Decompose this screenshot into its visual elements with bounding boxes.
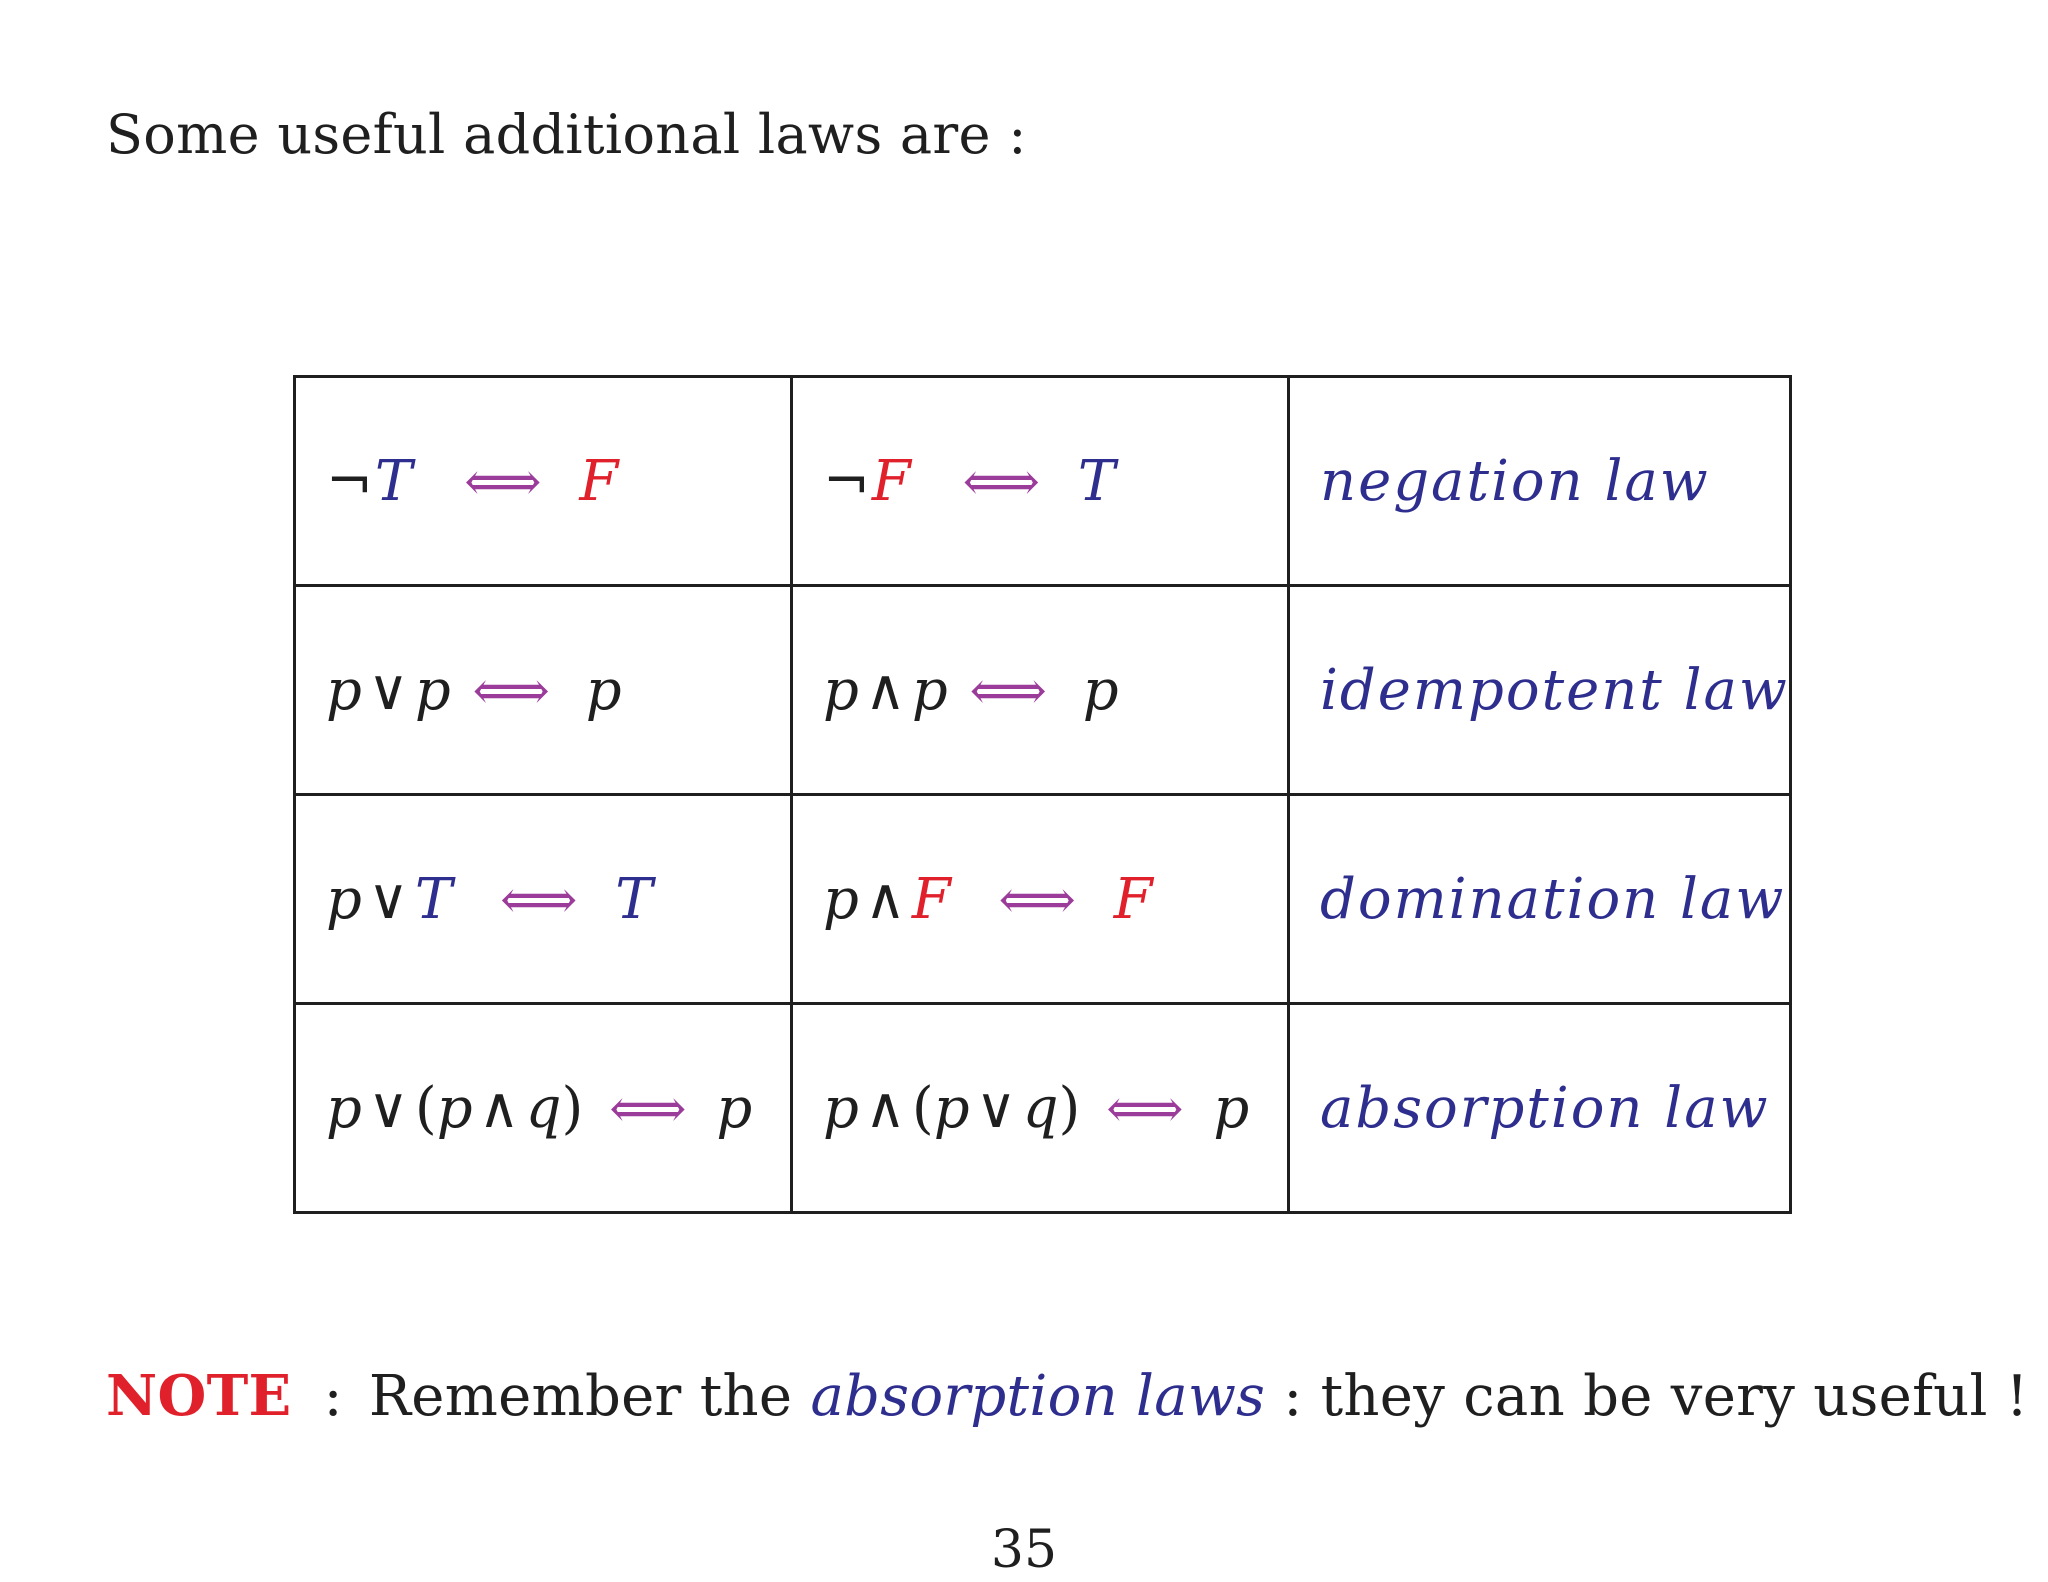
- note-emphasis: absorption laws: [810, 1364, 1266, 1429]
- iff-arrow: ⟺: [998, 867, 1076, 931]
- absorption-right-cell: [792, 1004, 1289, 1213]
- or-symbol: ∨: [367, 1075, 409, 1141]
- true-constant: T: [1077, 448, 1116, 514]
- domination-right-expr: [823, 867, 1153, 932]
- absorption-right-expr: [823, 1076, 1249, 1141]
- variable-p: p: [716, 1075, 753, 1141]
- variable-p: p: [436, 1075, 473, 1141]
- variable-p: p: [823, 866, 859, 932]
- note-line: [106, 1360, 2029, 1433]
- idempotent-left-expr: [326, 658, 622, 723]
- variable-p: p: [1213, 1075, 1250, 1141]
- negation-left-expr: [326, 449, 618, 514]
- variable-p: p: [585, 657, 622, 723]
- page-number: 35: [990, 1520, 1058, 1580]
- law-name-label: domination law: [1320, 866, 1786, 932]
- law-name-label: idempotent law: [1320, 657, 1789, 723]
- variable-p: p: [326, 657, 362, 723]
- note-colon: :: [323, 1364, 343, 1429]
- true-constant: T: [615, 866, 653, 932]
- negation-symbol: ¬: [326, 448, 373, 514]
- false-constant: F: [911, 866, 951, 932]
- absorption-left-expr: [326, 1076, 752, 1141]
- variable-p: p: [823, 657, 859, 723]
- variable-p: p: [326, 1075, 362, 1141]
- table-row-negation: [295, 377, 1791, 586]
- domination-law-name: [1289, 795, 1791, 1004]
- law-name-label: absorption law: [1320, 1075, 1770, 1141]
- law-name-label: negation law: [1320, 448, 1710, 514]
- negation-left-cell: [295, 377, 792, 586]
- and-symbol: ∧: [864, 866, 906, 932]
- variable-p: p: [933, 1075, 970, 1141]
- variable-p: p: [414, 657, 451, 723]
- left-paren: (: [414, 1075, 437, 1141]
- variable-p: p: [326, 866, 362, 932]
- and-symbol: ∧: [864, 1075, 906, 1141]
- iff-arrow: ⟺: [1106, 1076, 1184, 1140]
- iff-arrow: ⟺: [500, 867, 578, 931]
- idempotent-right-cell: [792, 586, 1289, 795]
- negation-right-cell: [792, 377, 1289, 586]
- or-symbol: ∨: [367, 866, 409, 932]
- right-paren: ): [1058, 1075, 1081, 1141]
- iff-arrow: ⟺: [472, 658, 550, 722]
- negation-right-expr: [823, 449, 1115, 514]
- left-paren: (: [911, 1075, 934, 1141]
- variable-p: p: [911, 657, 948, 723]
- variable-q: q: [525, 1075, 562, 1141]
- note-text-after: : they can be very useful !: [1283, 1364, 2029, 1429]
- domination-left-expr: [326, 867, 653, 932]
- variable-q: q: [1022, 1075, 1059, 1141]
- domination-left-cell: [295, 795, 792, 1004]
- absorption-left-cell: [295, 1004, 792, 1213]
- negation-symbol: ¬: [823, 448, 870, 514]
- intro-text: Some useful additional laws are :: [106, 103, 1027, 166]
- true-constant: T: [414, 866, 453, 932]
- or-symbol: ∨: [975, 1075, 1017, 1141]
- or-symbol: ∨: [367, 657, 409, 723]
- and-symbol: ∧: [864, 657, 906, 723]
- domination-right-cell: [792, 795, 1289, 1004]
- iff-arrow: ⟺: [962, 449, 1041, 513]
- false-constant: F: [871, 448, 911, 514]
- idempotent-left-cell: [295, 586, 792, 795]
- idempotent-right-expr: [823, 658, 1119, 723]
- and-symbol: ∧: [478, 1075, 520, 1141]
- note-label: NOTE: [106, 1363, 292, 1429]
- iff-arrow: ⟺: [464, 449, 542, 513]
- idempotent-law-name: [1289, 586, 1791, 795]
- table-row-idempotent: [295, 586, 1791, 795]
- laws-table: [293, 375, 1792, 1214]
- negation-law-name: [1289, 377, 1791, 586]
- variable-p: p: [823, 1075, 859, 1141]
- iff-arrow: ⟺: [609, 1076, 687, 1140]
- table-row-domination: [295, 795, 1791, 1004]
- false-constant: F: [579, 448, 619, 514]
- table-row-absorption: [295, 1004, 1791, 1213]
- note-text-before: Remember the: [368, 1364, 793, 1429]
- iff-arrow: ⟺: [969, 658, 1047, 722]
- absorption-law-name: [1289, 1004, 1791, 1213]
- right-paren: ): [561, 1075, 584, 1141]
- true-constant: T: [374, 448, 413, 514]
- false-constant: F: [1113, 866, 1153, 932]
- variable-p: p: [1082, 657, 1119, 723]
